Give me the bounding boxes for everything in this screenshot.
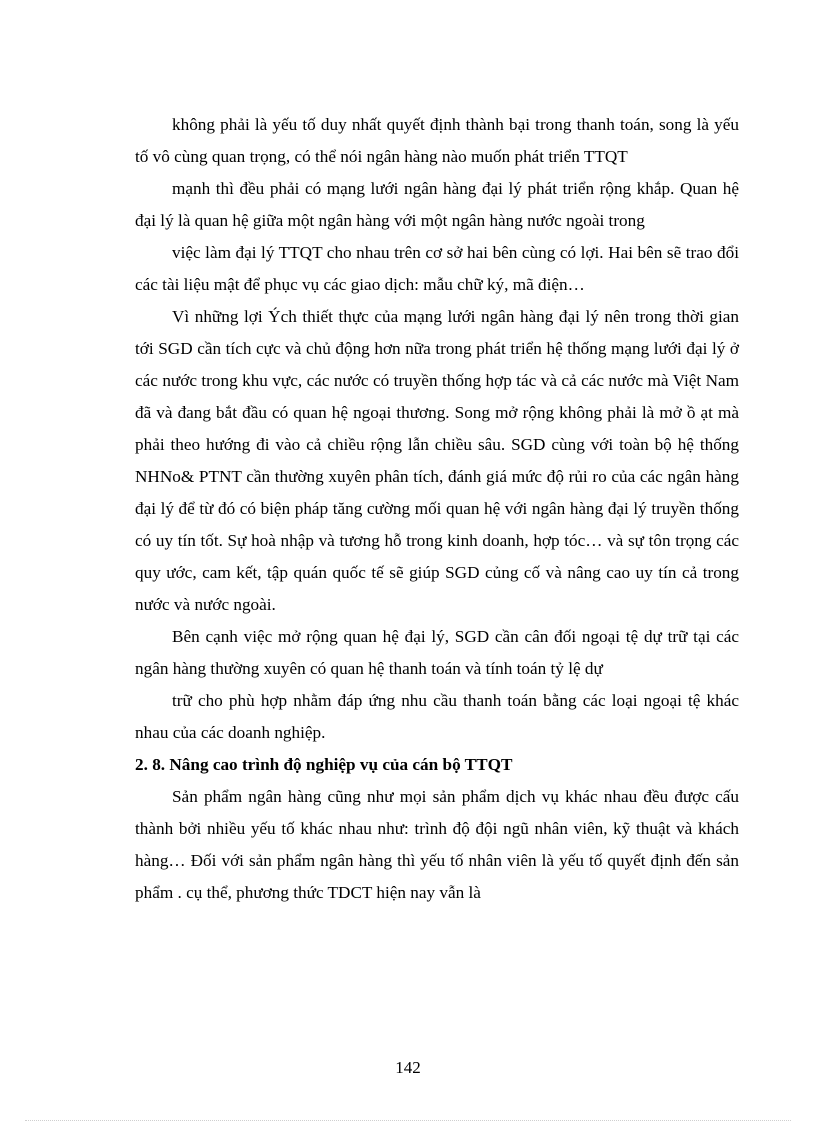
paragraph: Vì những lợi Ých thiết thực của mạng lưới ngân hàng đại lý nên trong thời gian tới SGD cần tích cực và chủ động hơn nữa trong phát triển hệ thống mạng lưới đại lý ở các nước trong khu vực, các nước có truyền thống hợp tác và cả các nước mà Việt Nam đã và đang bắt đầu có quan hệ ngoại thương. Song mở rộng không phải là mở ồ ạt mà phải theo hướng đi vào cả chiều rộng lẫn chiều sâu. SGD cùng với toàn bộ hệ thống NHNo& PTNT cần thường xuyên phân tích, đánh giá mức độ rủi ro của các ngân hàng đại lý để từ đó có biện pháp tăng cường mối quan hệ với ngân hàng đại lý truyền thống có uy tín tốt. Sự hoà nhập và tương hỗ trong kinh doanh, hợp tóc… và sự tôn trọng các quy ước, cam kết, tập quán quốc tế sẽ giúp SGD củng cố và nâng cao uy tín cả trong nước và nước ngoài. (135, 307, 739, 614)
paragraph: Sản phẩm ngân hàng cũng như mọi sản phẩm dịch vụ khác nhau đều được cấu thành bởi nhiều yếu tố khác nhau như: trình độ đội ngũ nhân viên, kỹ thuật và khách hàng… Đối với sản phẩm ngân hàng thì yếu tố nhân viên là yếu tố quyết định đến sản phẩm . cụ thể, phương thức TDCT hiện nay vẫn là (135, 787, 739, 902)
paragraph: việc làm đại lý TTQT cho nhau trên cơ sở hai bên cùng có lợi. Hai bên sẽ trao đổi các tài liệu mật để phục vụ các giao dịch: mẫu chữ ký, mã điện… (135, 243, 739, 294)
page-border (25, 1120, 791, 1121)
paragraph: Bên cạnh việc mở rộng quan hệ đại lý, SGD cần cân đối ngoại tệ dự trữ tại các ngân hàng thường xuyên có quan hệ thanh toán và tính toán tỷ lệ dự (135, 627, 739, 678)
paragraph: trữ cho phù hợp nhằm đáp ứng nhu cầu thanh toán bằng các loại ngoại tệ khác nhau của các doanh nghiệp. (135, 691, 739, 742)
page-number: 142 (395, 1058, 421, 1077)
paragraph: không phải là yếu tố duy nhất quyết định thành bại trong thanh toán, song là yếu tố vô cùng quan trọng, có thể nói ngân hàng nào muốn phát triển TTQT (135, 115, 739, 166)
page-body (135, 109, 739, 909)
paragraph: mạnh thì đều phải có mạng lưới ngân hàng đại lý phát triển rộng khắp. Quan hệ đại lý là quan hệ giữa một ngân hàng với một ngân hàng nước ngoài trong (135, 179, 739, 230)
section-heading: 2. 8. Nâng cao trình độ nghiệp vụ của cán bộ TTQT (135, 755, 513, 774)
